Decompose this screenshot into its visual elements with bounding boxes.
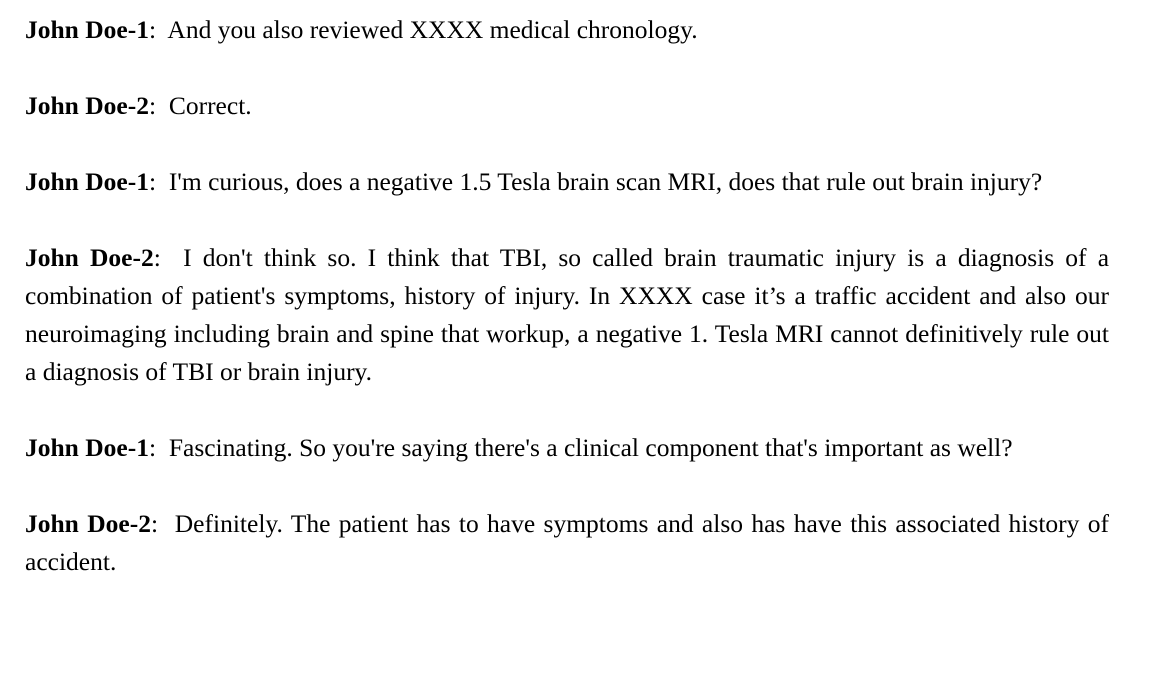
utterance-text: I don't think so. I think that TBI, so called brain traumatic injury is a diagnosis of a combination of patient's symptoms, history of injury. In XXXX case it’s a traffic accident and also our neuroimaging including brain and spine that workup, a negative 1. Tesla MRI cannot definitively rule out a diagnosis of TBI or brain injury. (25, 243, 1110, 386)
speaker-name: John Doe-1 (25, 15, 149, 44)
utterance-text: Correct. (168, 91, 252, 120)
speaker-name: John Doe-2 (25, 243, 154, 272)
utterance-text: Fascinating. So you're saying there's a clinical component that's important as well? (168, 433, 1013, 462)
speaker-separator: : (150, 509, 175, 538)
speaker-separator: : (148, 91, 169, 120)
utterance-text: And you also reviewed XXXX medical chronology. (167, 15, 698, 44)
speaker-name: John Doe-2 (25, 509, 151, 538)
transcript-paragraph (25, 429, 1109, 467)
transcript-paragraph (25, 505, 1109, 581)
speaker-separator: : (148, 433, 169, 462)
speaker-separator: : (153, 243, 184, 272)
utterance-text: Definitely. The patient has to have symptoms and also has have this associated history of accident. (25, 509, 1109, 576)
transcript-paragraph (25, 87, 1109, 125)
transcript-paragraph (25, 163, 1109, 201)
speaker-name: John Doe-2 (25, 91, 149, 120)
transcript-document (25, 11, 1109, 619)
utterance-text: I'm curious, does a negative 1.5 Tesla brain scan MRI, does that rule out brain injury? (168, 167, 1043, 196)
transcript-paragraph (25, 11, 1109, 49)
speaker-separator: : (148, 15, 168, 44)
speaker-name: John Doe-1 (25, 433, 149, 462)
speaker-name: John Doe-1 (25, 167, 149, 196)
speaker-separator: : (148, 167, 169, 196)
transcript-paragraph (25, 239, 1109, 391)
